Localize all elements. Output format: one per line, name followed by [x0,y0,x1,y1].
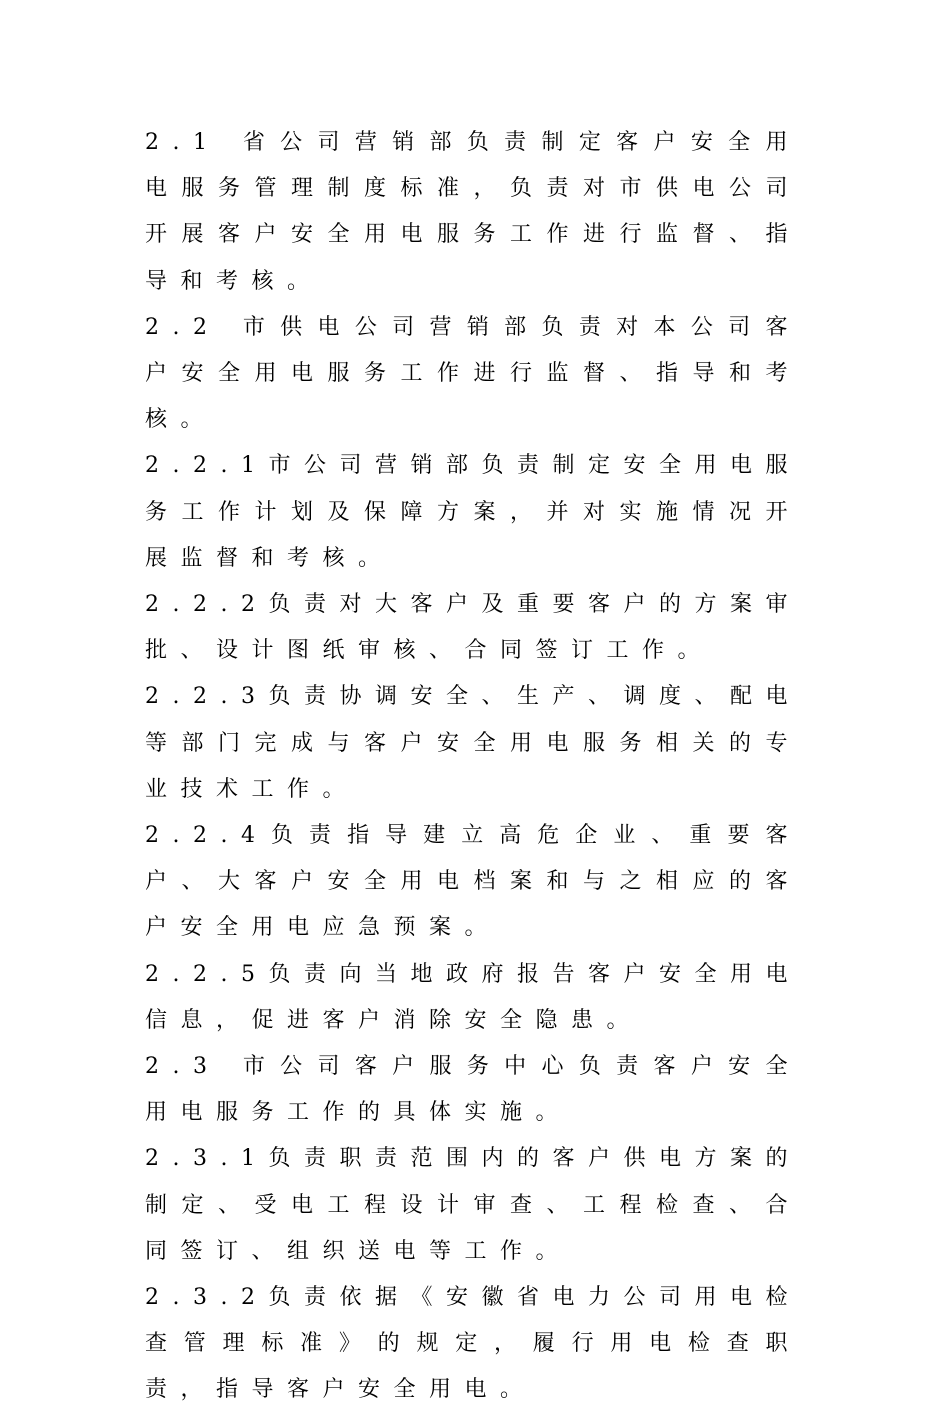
paragraph-2-3-1: 2.3.1负责职责范围内的客户供电方案的制定、受电工程设计审查、工程检查、合同签订、组织送电等工作。 [145,1146,801,1264]
paragraph-2-1: 2.1 省公司营销部负责制定客户安全用电服务管理制度标准，负责对市供电公司开展客户安全用电服务工作进行监督、指导和考核。 [145,130,801,294]
paragraph-2-2-1: 2.2.1市公司营销部负责制定安全用电服务工作计划及保障方案，并对实施情况开展监督和考核。 [145,453,801,571]
document-body [145,120,801,1414]
paragraph-2-2: 2.2 市供电公司营销部负责对本公司客户安全用电服务工作进行监督、指导和考核。 [145,314,801,433]
paragraph-2-2-4: 2.2.4负责指导建立高危企业、重要客户、大客户安全用电档案和与之相应的客户安全用电应急预案。 [145,823,801,941]
paragraph-2-3: 2.3 市公司客户服务中心负责客户安全用电服务工作的具体实施。 [145,1054,801,1126]
paragraph-2-3-2: 2.3.2负责依据《安徽省电力公司用电检查管理标准》的规定，履行用电检查职责，指导客户安全用电。 [145,1285,801,1403]
paragraph-2-2-3: 2.2.3负责协调安全、生产、调度、配电等部门完成与客户安全用电服务相关的专业技术工作。 [145,684,801,802]
paragraph-2-2-2: 2.2.2负责对大客户及重要客户的方案审批、设计图纸审核、合同签订工作。 [145,592,801,664]
paragraph-2-2-5: 2.2.5负责向当地政府报告客户安全用电信息，促进客户消除安全隐患。 [145,961,801,1033]
